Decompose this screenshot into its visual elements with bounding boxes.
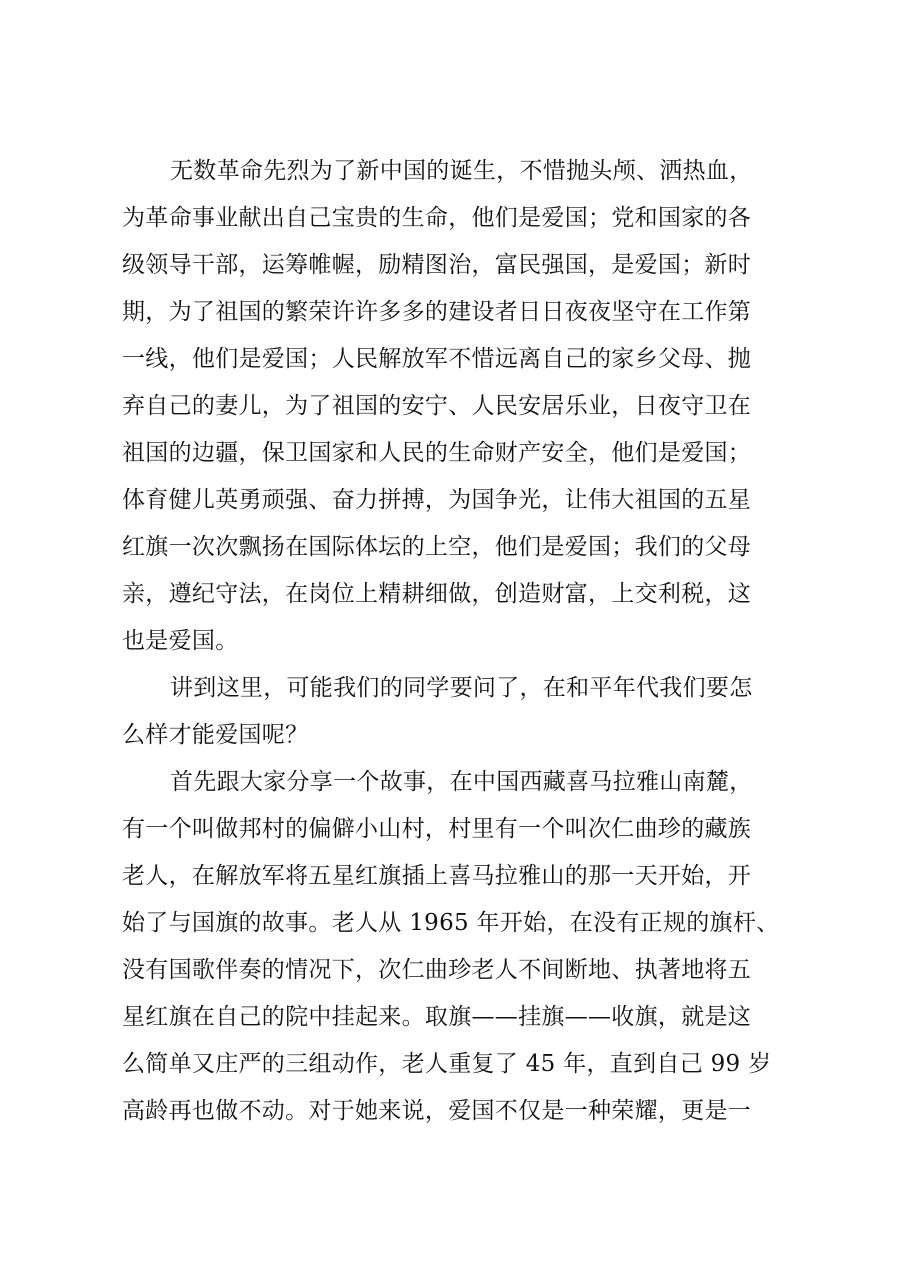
text-line: 始了与国旗的故事。老人从 1965 年开始，在没有正规的旗杆、 — [122, 910, 780, 936]
text-line: 有一个叫做邦村的偏僻小山村，村里有一个叫次仁曲珍的藏族 — [122, 816, 752, 842]
text-line: 弃自己的妻儿，为了祖国的安宁、人民安居乐业，日夜守卫在 — [122, 393, 752, 419]
text-line: 级领导干部，运筹帷幄，励精图治，富民强国，是爱国；新时 — [122, 252, 752, 278]
text-line: 没有国歌伴奏的情况下，次仁曲珍老人不间断地、执著地将五 — [122, 957, 752, 983]
text-line: 老人，在解放军将五星红旗插上喜马拉雅山的那一天开始，开 — [122, 863, 752, 889]
text-line: 高龄再也做不动。对于她来说，爱国不仅是一种荣耀，更是一 — [122, 1098, 752, 1124]
text-line: 期，为了祖国的繁荣许许多多的建设者日日夜夜坚守在工作第 — [122, 299, 752, 325]
text-line: 亲，遵纪守法，在岗位上精耕细做，创造财富，上交利税，这 — [122, 581, 752, 607]
text-line: 红旗一次次飘扬在国际体坛的上空，他们是爱国；我们的父母 — [122, 534, 752, 560]
paragraph-3 — [122, 759, 794, 1135]
text-line: 体育健儿英勇顽强、奋力拼搏，为国争光，让伟大祖国的五星 — [122, 487, 752, 513]
text-line: 一线，他们是爱国；人民解放军不惜远离自己的家乡父母、抛 — [122, 346, 752, 372]
paragraph-1 — [122, 148, 794, 665]
text-line: 首先跟大家分享一个故事，在中国西藏喜马拉雅山南麓， — [170, 769, 753, 795]
text-line: 为革命事业献出自己宝贵的生命，他们是爱国；党和国家的各 — [122, 205, 752, 231]
text-line: 么简单又庄严的三组动作，老人重复了 45 年，直到自己 99 岁 — [122, 1051, 772, 1077]
text-line: 么样才能爱国呢？ — [122, 722, 309, 748]
document-body — [122, 148, 794, 1135]
text-line: 无数革命先烈为了新中国的诞生，不惜抛头颅、洒热血， — [170, 158, 753, 184]
text-line: 也是爱国。 — [122, 628, 239, 654]
text-line: 讲到这里，可能我们的同学要问了，在和平年代我们要怎 — [170, 675, 753, 701]
text-line: 星红旗在自己的院中挂起来。取旗——挂旗——收旗，就是这 — [122, 1004, 752, 1030]
text-line: 祖国的边疆，保卫国家和人民的生命财产安全，他们是爱国； — [122, 440, 752, 466]
paragraph-2 — [122, 665, 794, 759]
